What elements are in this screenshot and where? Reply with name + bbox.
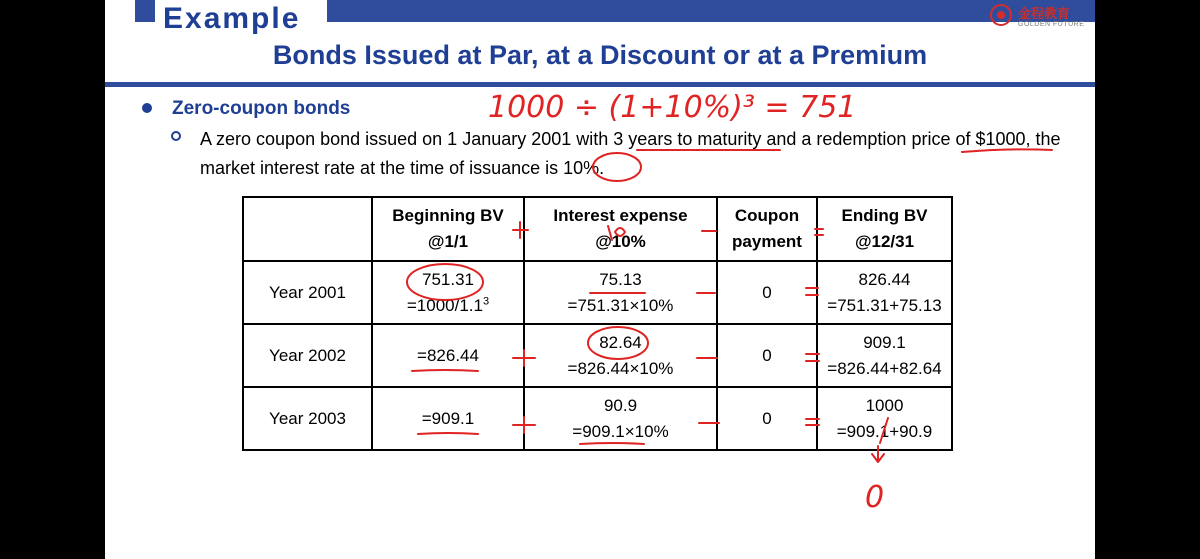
header-coupon-payment	[717, 197, 817, 261]
cell-value: 1000	[865, 395, 904, 415]
cell-value: 826.44	[858, 269, 911, 289]
ending-bv-cell	[817, 324, 952, 387]
cell-value: =909.1	[421, 408, 475, 428]
beginning-bv-cell	[372, 324, 524, 387]
title-divider	[105, 82, 1095, 87]
row-label: Year 2001	[243, 261, 372, 324]
header-line: Beginning BV	[392, 206, 504, 225]
cell-value: =826.44	[417, 345, 479, 365]
section-title: Example	[163, 2, 301, 35]
interest-expense-cell	[524, 324, 717, 387]
header-line: @12/31	[854, 232, 915, 251]
amortization-table	[242, 196, 953, 451]
cell-value: 75.13	[599, 269, 642, 289]
table-row	[243, 324, 952, 387]
slide	[105, 0, 1095, 559]
header-line: Coupon	[734, 206, 800, 225]
company-logo	[990, 3, 1090, 33]
beginning-bv-cell	[372, 387, 524, 450]
section-heading: Zero-coupon bonds	[172, 98, 351, 119]
table-row	[243, 261, 952, 324]
header-band-notch	[105, 0, 135, 22]
interest-expense-cell	[524, 387, 717, 450]
ending-bv-cell	[817, 261, 952, 324]
cell-formula: =909.1×10%	[572, 421, 669, 441]
header-cell-blank	[243, 197, 372, 261]
header-line: payment	[732, 232, 802, 251]
table-row	[243, 387, 952, 450]
cell-formula	[373, 293, 523, 319]
cell-formula: =909.1+90.9	[836, 421, 933, 441]
header-interest-expense	[524, 197, 717, 261]
cell-formula: =751.31×10%	[567, 295, 674, 315]
bullet-dot-icon	[142, 103, 152, 113]
handwritten-formula: 1000 ÷ (1+10%)³ = 751	[488, 90, 857, 125]
cell-value: 82.64	[599, 332, 642, 352]
handwritten-zero: 0	[865, 480, 885, 515]
logo-english-name: GOLDEN FUTURE	[1018, 21, 1085, 28]
bullet-circle-icon	[171, 131, 181, 141]
cell-value: 909.1	[863, 332, 906, 352]
header-line: Interest expense	[553, 206, 688, 225]
header-beginning-bv	[372, 197, 524, 261]
interest-expense-cell	[524, 261, 717, 324]
table-header-row	[243, 197, 952, 261]
coupon-cell: 0	[717, 324, 817, 387]
ending-bv-cell	[817, 387, 952, 450]
page-title: Bonds Issued at Par, at a Discount or at a Premium	[272, 40, 928, 70]
formula-text: =1000/1.1	[406, 295, 483, 315]
coupon-cell: 0	[717, 387, 817, 450]
cell-formula: =826.44×10%	[567, 358, 674, 378]
beginning-bv-cell	[372, 261, 524, 324]
row-label: Year 2003	[243, 387, 372, 450]
cell-formula: =826.44+82.64	[827, 358, 942, 378]
formula-exponent: 3	[482, 294, 490, 307]
cell-value: 90.9	[603, 395, 638, 415]
problem-paragraph: A zero coupon bond issued on 1 January 2001 with 3 years to maturity and a redemption price of $1000, the market interest rate at the time of issuance is 10%.	[200, 129, 1061, 178]
header-ending-bv	[817, 197, 952, 261]
header-line: Ending BV	[841, 206, 928, 225]
coupon-cell: 0	[717, 261, 817, 324]
cell-value: 751.31	[422, 269, 474, 289]
row-label: Year 2002	[243, 324, 372, 387]
logo-chinese-name: 金程教育	[1018, 6, 1071, 21]
logo-seal-icon	[990, 4, 1012, 26]
cell-formula: =751.31+75.13	[827, 295, 942, 315]
header-line: @1/1	[427, 232, 469, 251]
header-line: @10%	[595, 232, 646, 251]
